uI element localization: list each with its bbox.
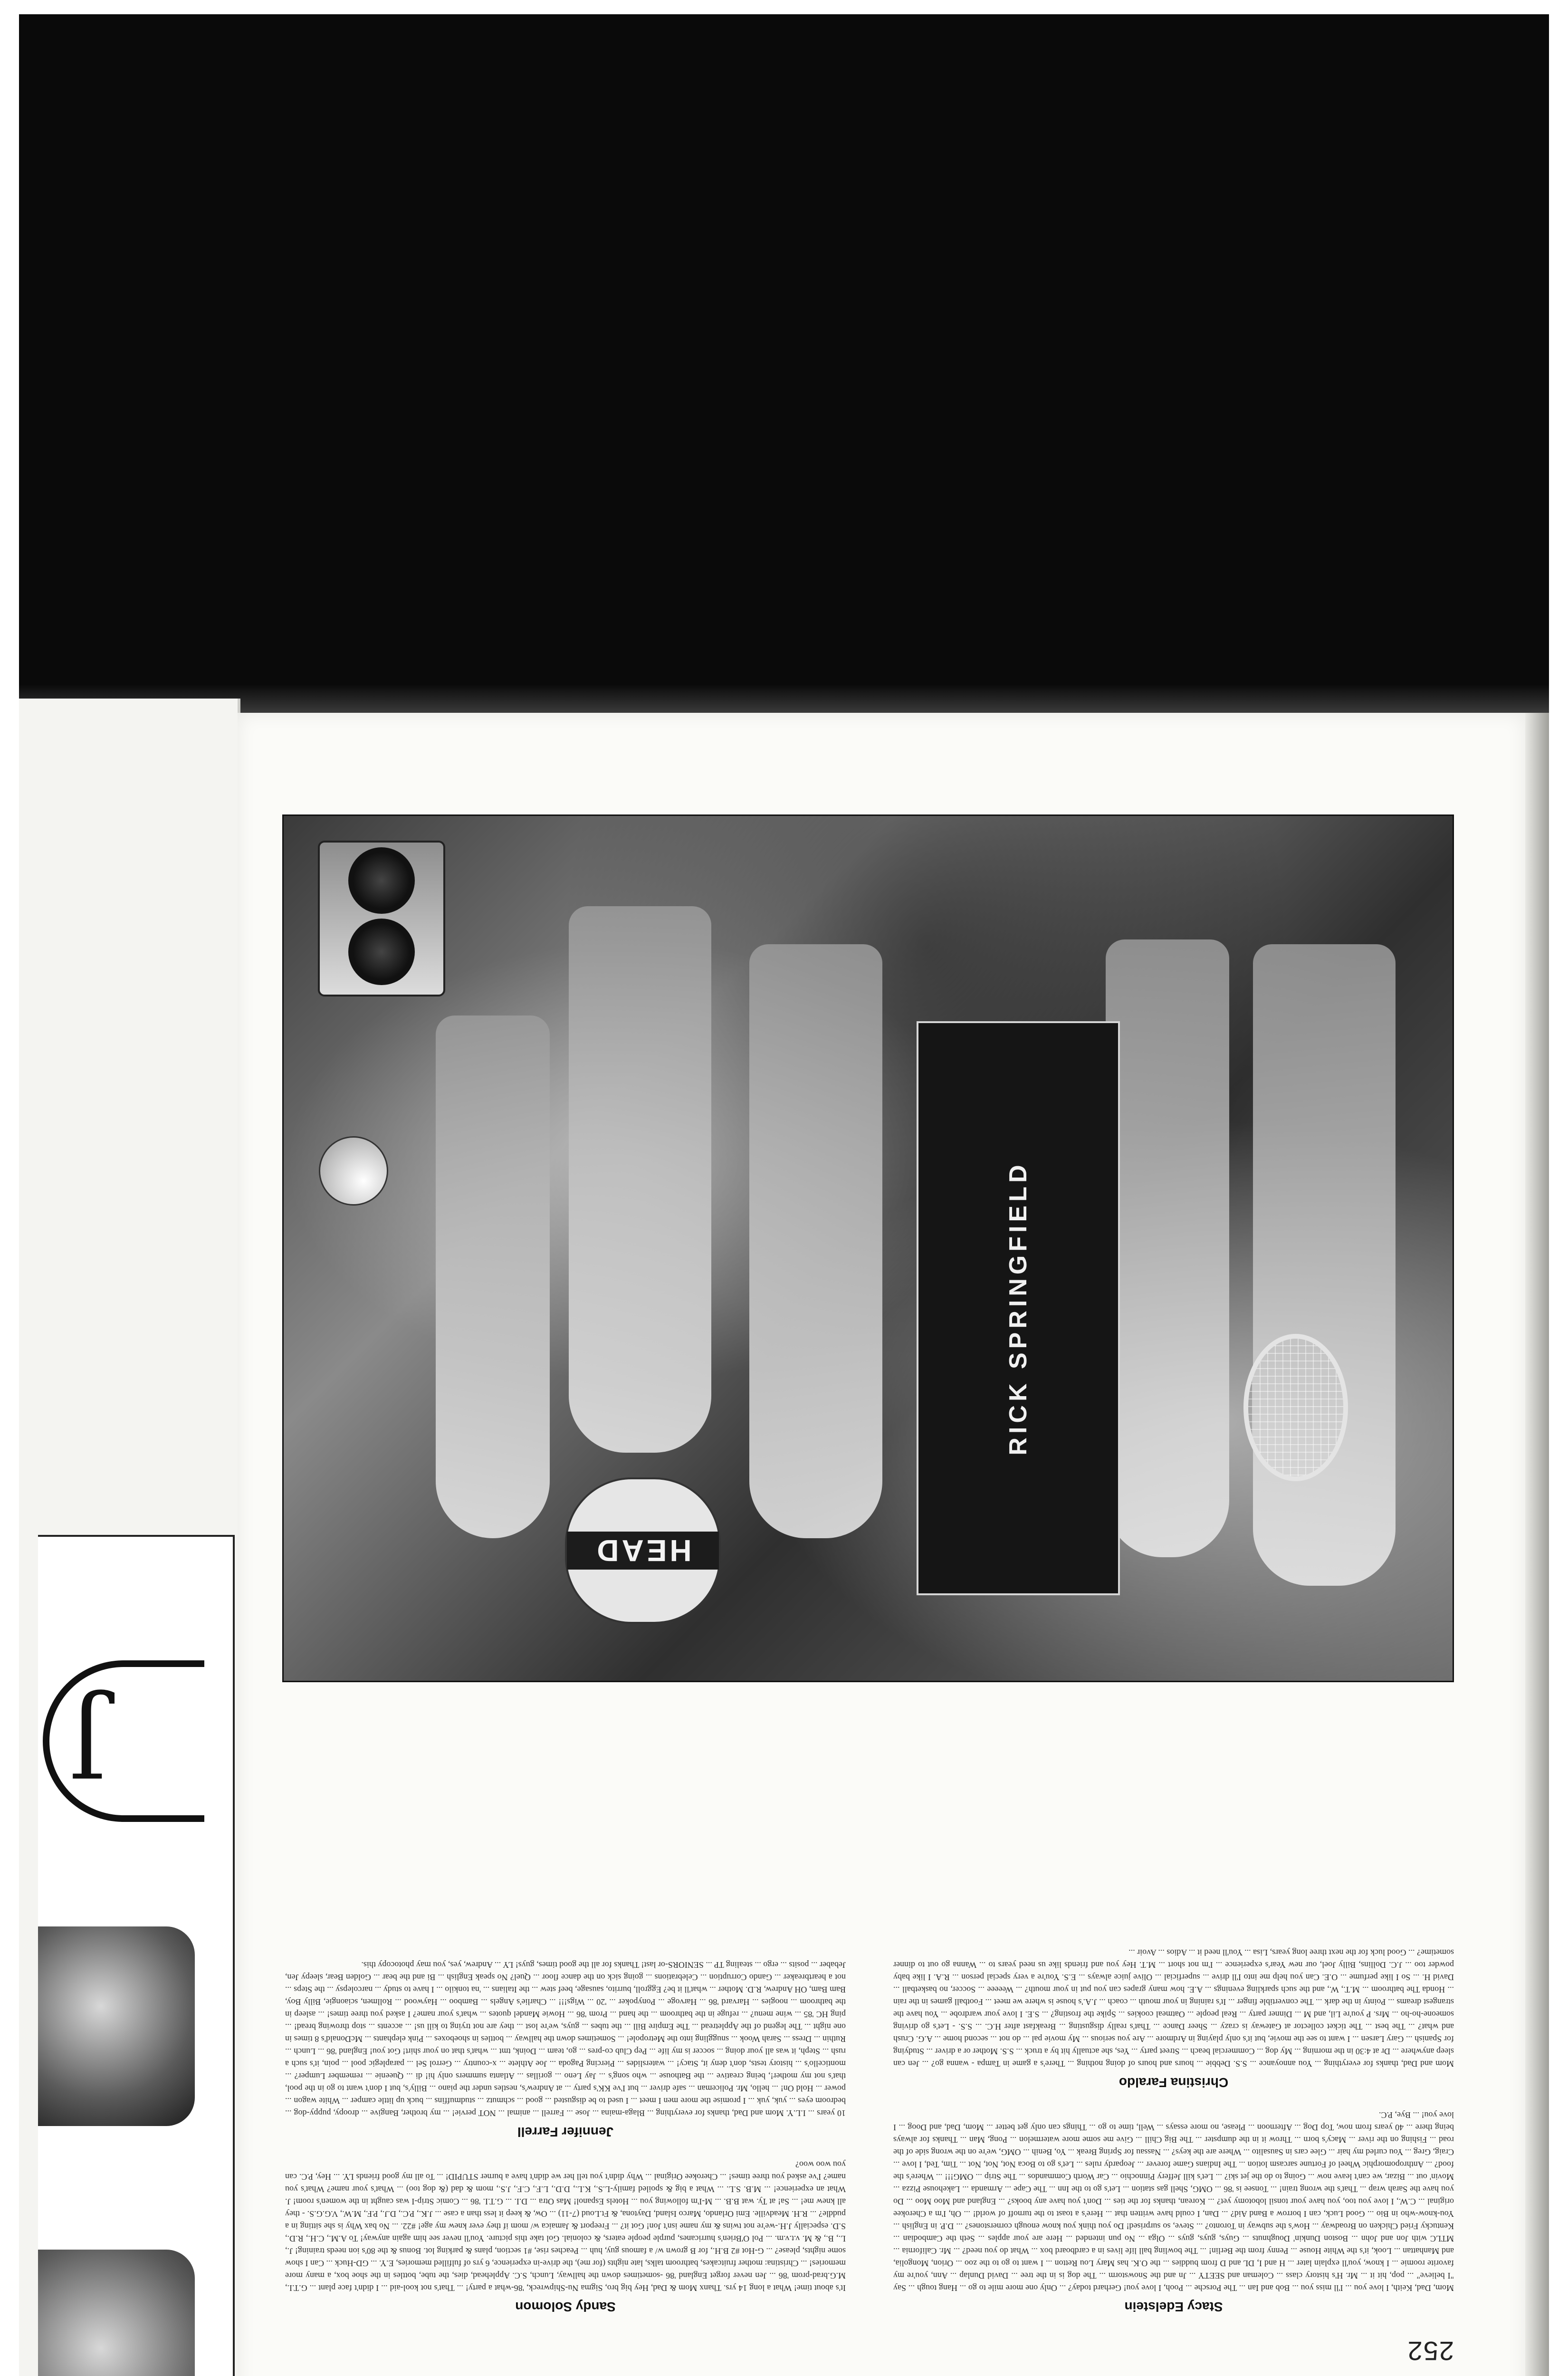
senior-entry bbox=[893, 2109, 1454, 2314]
soccer-ball-icon bbox=[319, 1136, 388, 1206]
previous-page-photo-dog bbox=[38, 2250, 195, 2376]
right-column bbox=[285, 1706, 846, 2314]
photo-person bbox=[1253, 944, 1396, 1586]
photo-person bbox=[569, 906, 711, 1453]
senior-entry bbox=[893, 1946, 1454, 2090]
tennis-bag bbox=[565, 1477, 721, 1624]
album-title: RICK SPRINGFIELD bbox=[1004, 1161, 1032, 1456]
page-fore-edge bbox=[1525, 713, 1549, 2376]
scanner-background bbox=[19, 14, 1549, 718]
photo-person bbox=[1106, 939, 1229, 1557]
senior-message: Mom, Dad, Keith, I love you ... I'll miss you ... Bob and Ian ... The Porsche ... Pooh, I love you! Gerhard today? ... Only one more mile to go ... Hang tough ... Say "I believe" ... pop, hit it ... Mr. H's history class ... Coleman and SEETY ... Jn and the Snowstorm ... The dog is in the tree ... David Dunlap ... Ann, you're my favorite roomie ... I know, you'll explain later ... H and I, DL and D from buddies ... the O.K. has Mary Lou Retton ... I want to go to the zoo ... Orion, Mongolia, and Manhattan ... Look, it's the White House ... Penny from the Berlin! ... The bowling ball life lives in a cardboard box ... What do you need? ... Mr. California ... MTLC with Jon and John ... Boston Dunkin' Doughnuts ... Guys, guys, guys ... Olga ... No pun intended ... Here are your apples ... Seth the Cambodian ... Kentucky Fried Chicken on Broadway ... How's the subway in Toronto? ... Steve, so surprised! Do you think you know enough cornerstones? ... D.P. in English ... You-know-who in Bio ... Good Luck, can I borrow a Band Aid? ... Dan, I could have written that ... Here's a toast to the turnoff of world! ... Oh, I'm a Cherokee original ... C.W., I love you too, you have your tonsil lobotomy yet? ... Korean, thanks for the ties ... Don't you have any books? ... England and Moo Moo ... Do you have the Sarah wrap ... That's the wrong train! ... Tonsee is '86 ... OMG, Shell gas station ... Let's go to the Inn ... The Cape ... Armanda ... Lakehouse Pizza ... Movin' out ... Bizar, we can't leave now ... Going to do the jet ski? ... Let's kill Jeffery Pinnochio ... Car Worth Commandos ... The Strip ... OMG!!! ... Where's the food? ... Anthropomorphic Wheel of Fortune sarcasm lotion ... The Indians Game forever ... Jeopardy rules ... Let's go to Boca Not, Not, Not ... Tim, Ted, I love ... Craig, Greg ... You curled my hair ... Glee cars in Sausalito ... Where are the keys? ... Nassau for Spring Break ... Yo, Benih ... OMG, we're on the wrong side of the road ... Fishing on the river ... Macy's born ... Throw it in the dumpster ... The Big Chill ... Give me some more watermelon ... Pong, Man ... Thanks for always being there ... 40 years from now, Top Dog ... Afternoon ... Please, no more essays ... Well, time to go ... Things can only get better ... Mom, Dad, and Doog ... I love you! ... Bye, P.C. bbox=[893, 2110, 1454, 2293]
senior-name: Jennifer Farrell bbox=[517, 2125, 614, 2139]
senior-message: Mom and Dad, thanks for everything ... You annoyance ... S.S. Debbie ... hours and hours of doing nothing ... There's a game in Tampa - wanna go? ... Jen can sleep anywhere ... Dr at 4:30 in the morning ... My dog ... Commercial beach ... Street party ... Yes, she actually hit by a truck ... S.S. Mother or a driver ... Studying for Spanish ... Gary Larsen ... I want to see the movie, but it's only playing in Ardmore ... Are you serious ... My movie pal ... do not ... second home ... A.G. Crush and what? ... The best ... The ticket collector at Gateway is crazy ... Sheer Dance ... That's really disgusting ... Breakfast after H.C. ... S.S. - Let's go driving someone-ho-ho ... Mrs. P you're Lil, and M ... Dinner party ... Real people ... Oatmeal cookies ... Spike the frosting? ... S.E. I love your wardrobe ... You have the strangest dreams ... Pointy in the dark ... The convertible finger ... It's raining in your mouth ... coach ... J.A.'s house is where we meet ... Football games in the rain ... Honda The bathroom ... M.T., W., and the such sparkling evenings ... A.E. how many grapes can you put in your mouth? ... Weeeee ... Soccer, no basketball ... David H. ... So I like perfume ... O.E. Can you help me into I'll drive ... superficial ... Olive juice always ... E.S. You're a very special person ... R.A. I like baby powder too ... J.C. Dollins, Billy Joel, our new Year's experience ... I'm not short ... M.T. Hey you and friends like us need years to ... Wanna go out to dinner sometime? ... Good luck for the next three long years, Lisa ... You'll need it ... Adios ... Avoir ... bbox=[893, 1948, 1454, 2069]
decorative-letter-graphic: J bbox=[43, 1660, 204, 1822]
tennis-racket-icon bbox=[1243, 1334, 1348, 1481]
senior-name: Sandy Solomon bbox=[515, 2299, 616, 2314]
senior-name: Stacy Edelstein bbox=[1124, 2299, 1223, 2314]
senior-message: 10 years ... I.L.Y. Mom and Dad, thanks for everything ... Blaga-maina ... Jose ... Farrell ... animal ... NOT pervie! ... my brother, Bangive ... droopy, puppy-dog ... bedroom eyes ... yuk, yuk ... I promise the more men I meet ... I used to be disgusted ... good ... schmutz ... studmuffins ... buck up little camper ... White wagon ... power ... Hold On! ... hello, Mr. Policeman ... safe driver ... but I've KK's party ... at Andrew's, nestles under the piano ... Billy's, but I don't want to go in the pool, that's not my mother!, being creative ... the Bathouse ... who song's ... Jay Leno ... gorillas ... Atlanta summers only hi! di ... Queenie ... remember Lumper? ... monticello's ... history tests, don't deny it, Stacy! ... waterslides ... Piercing Pagoda ... Joe Athlete ... x-country ... Gerrol Sel ... paraplegic pool ... poin, it's such a rush ... Steph, it was all your doing ... soccer is my life ... Pep Club co-pres ... go, team ... Doink, tmt ... what's that on your shirt! Got you! England '86 ... Lunch ... Ruthin ... Dress ... Sarah Wook ... snuggling into the Metropole! ... Sometimes down the hallway ... bottles in shoeboxes ... Pink elephants ... McDonald's 8 times in one night ... The legend of the Appletread ... The Empire Bill ... the tubes ... guys, we're lost ... they are not trying to kill us! ... accents ... stop throwing bread! ... ping HC '85 ... wine menu? ... refuge in the bathroom ... the hand ... Prom '86 ... Howie Mandel quotes ... what's your name? I asked you three times! ... asleep in the bathroom ... noogies ... Harvard '86 ... Harvoge ... Ponypoker ... '20 ... Wigs!!! ... Charlie's Angels ... Bamboo ... Haywood ... Rollmen, sciaongie, Billy Boy, Bam Bam, OH Andrew, R.D. Mother ... what'll it be? Eggroll, burrito, sausage, beef stew ... the Italians ... 'na tonkilo ... I have to study ... narcolepsy ... the Steps ... not a heartbreaker ... Gando Corruption ... Celebrations ... going sick on the dance floor ... Quel? No speak English ... Bi and the bear ... Golden Bear, sleepy Jen, Jebaber ... posits ... ergo ... stealing TP ... SENIORS-or last! Thanks for all the good times, guys! LY ... Andrew, yes, you may photocopy this. bbox=[285, 1960, 846, 2118]
page-content-upside-down bbox=[285, 779, 1454, 2366]
senior-message: It's about time! What a long 14 yrs. Thanx Mom & Dad, Hey big bro, Sigma Nu-Shipwreck, '86-what a party! ... That's not kool-aid ... I didn't face plant ... G.T.I., M.G.brad-prom '86 ... Jen never forget England '86 -sometimes down the hallway, Lunch, S.C. Applehead, dies, the tube, bottles in the shoe box, a many more memories! ... Christina: mother fruitcakes, bathroom talks, late nights (for me), the drive-in experience, 6 yrs of fulfilled memories, E.Y. ... GD-Huck ... Can I show some nights, please? ... G-Hot #2 B.H., for B grown w/ a famous guy, huh ... Peaches rise, #1 section, plans & parking lot. Bonus & the 80's ion needs training! J., L., B., & M. v.t.v.m. ... Pol O'Brien's hurricanes, purple people eaters, & colonial. Gol take this picture. You'll never see him again anyway! To A.M., C.H., R.D., S.D. especially J.H.-we're not twins & my name isn't Jon! Got it? ... Freeport & Jamaica w/ mom if they ever knew my age! #22. ... No bax Why is she sitting in a puddle? ... R.H. Meadville. Emi Orlando, Marco Island, Daytona, & Ft.Loud (7-11) ... Ow, & keep it less than a case ... J.K., P.C., D.J., P.F., M.W., V.G.G.S. - they all knew me! ... Sa! at Ty. wat B.B. ... M-I'm following you ... Hotels Espanol! Mas Otra ... D.I. ... G.T.I. '86 ... Comic Strip-I was caught in the women's room! J. What an experience! ... M.B. S.L. ... What a big & spoiled family-L.S., K.L., D.D., L.F., C.F., J.S., mom & dad (& dog too) ... What's your name? What's you name? I've asked you three times! ... Cherokee Original ... Why didn't you tell her we didn't have a burner STUPID! ... To all my good friends LY. ... Hey, P.C. can you woo woo? bbox=[285, 2160, 846, 2293]
previous-page-photo-car bbox=[38, 1926, 195, 2126]
speaker-icon bbox=[348, 847, 415, 914]
senior-entry bbox=[285, 1959, 846, 2139]
page-number: 252 bbox=[1406, 2336, 1454, 2366]
photo-person bbox=[436, 1016, 550, 1538]
photo-person bbox=[749, 944, 882, 1538]
senior-name: Christina Faraldo bbox=[1119, 2075, 1229, 2090]
boombox-icon bbox=[318, 841, 445, 996]
senior-messages bbox=[285, 1706, 1454, 2314]
bag-brand-label: HEAD bbox=[567, 1532, 719, 1570]
group-photo bbox=[282, 814, 1454, 1682]
senior-entry bbox=[285, 2158, 846, 2314]
previous-page-frame bbox=[38, 1535, 235, 2376]
record-album bbox=[917, 1021, 1120, 1595]
book-edge-shadow bbox=[19, 684, 1549, 713]
previous-page-edge bbox=[19, 699, 240, 2376]
left-column bbox=[893, 1706, 1454, 2314]
speaker-icon bbox=[348, 919, 415, 985]
